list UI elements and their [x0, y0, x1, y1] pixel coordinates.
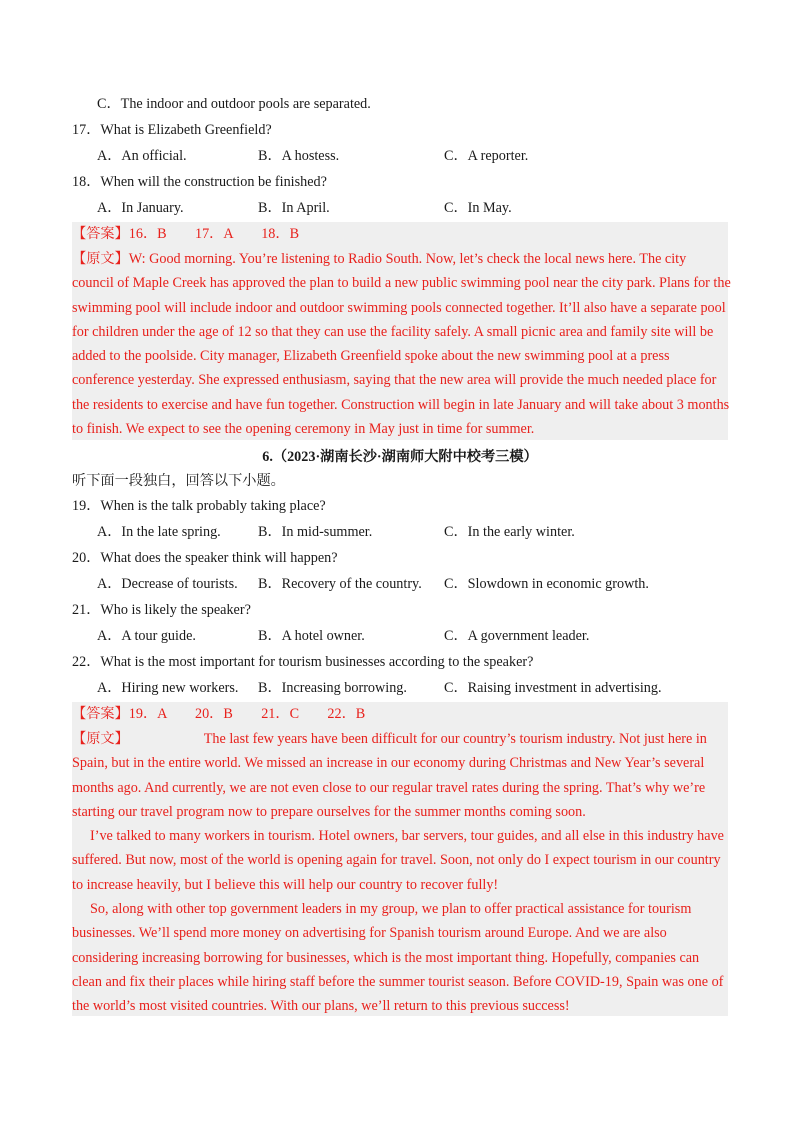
q19-option-c: C．In the early winter.	[444, 524, 575, 540]
q20-option-b: B．Recovery of the country.	[258, 576, 422, 592]
transcript-2-line: starting our travel program now to prepare ourselves for the summer months coming soon.	[72, 803, 586, 820]
transcript-1	[72, 247, 731, 441]
transcript-2-line: months ago. And currently, we are not even close to our regular travel rates during the spring. That’s why we’re	[72, 779, 706, 796]
q19-option-a: A．In the late spring.	[97, 524, 221, 540]
transcript-2-line: suffered. But now, most of the world is opening again for travel. Soon, not only do I expect tourism in our country	[72, 852, 721, 869]
q17-option-b: B．A hostess.	[258, 148, 340, 164]
answer-tag-2: 【答案】	[72, 706, 129, 722]
transcript-1-line: to finish. We expect to see the opening ceremony in May just in time for summer.	[72, 421, 535, 438]
q18-option-c: C．In May.	[444, 200, 512, 216]
answer-line-2	[72, 702, 728, 726]
q21-option-c: C．A government leader.	[444, 628, 590, 644]
answer-values-2: 19．A 20．B 21．C 22．B	[128, 706, 366, 722]
q20-option-c: C．Slowdown in economic growth.	[444, 576, 649, 592]
section-title: 6.（2023·湖南长沙·湖南师大附中校考三模）	[262, 449, 538, 465]
transcript-2-line: businesses. We’ll spend more money on advertising for Spanish tourism around Europe. And we are also	[72, 925, 667, 942]
q18-option-b: B．In April.	[258, 200, 330, 216]
transcript-2-line: considering increasing borrowing for businesses, which is the most important thing. Hopefully, companies can	[72, 949, 700, 966]
q22-option-a: A．Hiring new workers.	[97, 680, 239, 696]
q20-option-a: A．Decrease of tourists.	[97, 576, 238, 592]
transcript-1-line: added to the poolside. City manager, Elizabeth Greenfield spoke about the new swimming pool at a press	[72, 348, 670, 365]
transcript-1-line: council of Maple Creek has approved the plan to build a new public swimming pool near the city park. Plans for the	[72, 275, 731, 292]
q21-option-b: B．A hotel owner.	[258, 628, 365, 644]
transcript-2	[72, 727, 728, 1019]
q16-option-c: C．The indoor and outdoor pools are separated.	[97, 96, 371, 112]
transcript-1-line: swimming pool will include indoor and outdoor swimming pools connected together. It’ll also have a separate pool	[72, 299, 726, 316]
transcript-2-line: to increase heavily, but I believe this will help our country to recover fully!	[72, 876, 499, 893]
transcript-2-line: clean and fix their places while hiring staff before the summer tourist season. Before COVID-19, Spain was one of	[72, 973, 724, 990]
transcript-2-line: the world’s most visited countries. With our plans, we’ll return to this previous success!	[72, 998, 570, 1015]
transcript-2-line: The last few years have been difficult for our country’s tourism industry. Not just here in	[203, 731, 707, 747]
q18-option-a: A．In January.	[97, 200, 184, 216]
answer-tag-1: 【答案】	[72, 226, 129, 242]
answer-values-1: 16．B 17．A 18．B	[128, 226, 300, 242]
q18-stem: 18．When will the construction be finished?	[72, 174, 327, 190]
transcript-2-line: Spain, but in the entire world. We missed an increase in our economy during Christmas and New Year’s several	[72, 755, 705, 772]
section-instruction: 听下面一段独白，回答以下小题。	[72, 473, 285, 489]
q22-stem: 22．What is the most important for tourism businesses according to the speaker?	[72, 654, 534, 670]
q20-stem: 20．What does the speaker think will happen?	[72, 550, 338, 566]
q19-stem: 19．When is the talk probably taking place?	[72, 498, 326, 514]
transcript-1-line: for children under the age of 12 so that they can use the facility safely. A small picnic area and family site will be	[72, 323, 714, 340]
transcript-1-line: conference yesterday. She expressed enthusiasm, saying that the new area will provide the much needed place for	[72, 372, 717, 389]
transcript-1-line: W: Good morning. You’re listening to Radio South. Now, let’s check the local news here. The city	[128, 251, 687, 267]
transcript-1-line: the residents to exercise and have fun together. Construction will begin in late January and will take about 3 months	[72, 396, 730, 413]
transcript-2-line: So, along with other top government leaders in my group, we plan to offer practical assistance for tourism	[90, 901, 692, 918]
q21-option-a: A．A tour guide.	[97, 628, 196, 644]
answer-line-1	[72, 222, 728, 246]
q17-option-c: C．A reporter.	[444, 148, 529, 164]
transcript-2-line: I’ve talked to many workers in tourism. Hotel owners, bar servers, tour guides, and all else in this industry have	[90, 828, 724, 845]
q17-stem: 17．What is Elizabeth Greenfield?	[72, 122, 272, 138]
q22-option-c: C．Raising investment in advertising.	[444, 680, 662, 696]
transcript-tag-2: 【原文】	[72, 731, 129, 747]
q19-option-b: B．In mid-summer.	[258, 524, 373, 540]
q17-option-a: A．An official.	[97, 148, 187, 164]
transcript-tag-1: 【原文】	[72, 251, 129, 267]
q22-option-b: B．Increasing borrowing.	[258, 680, 407, 696]
q21-stem: 21．Who is likely the speaker?	[72, 602, 251, 618]
